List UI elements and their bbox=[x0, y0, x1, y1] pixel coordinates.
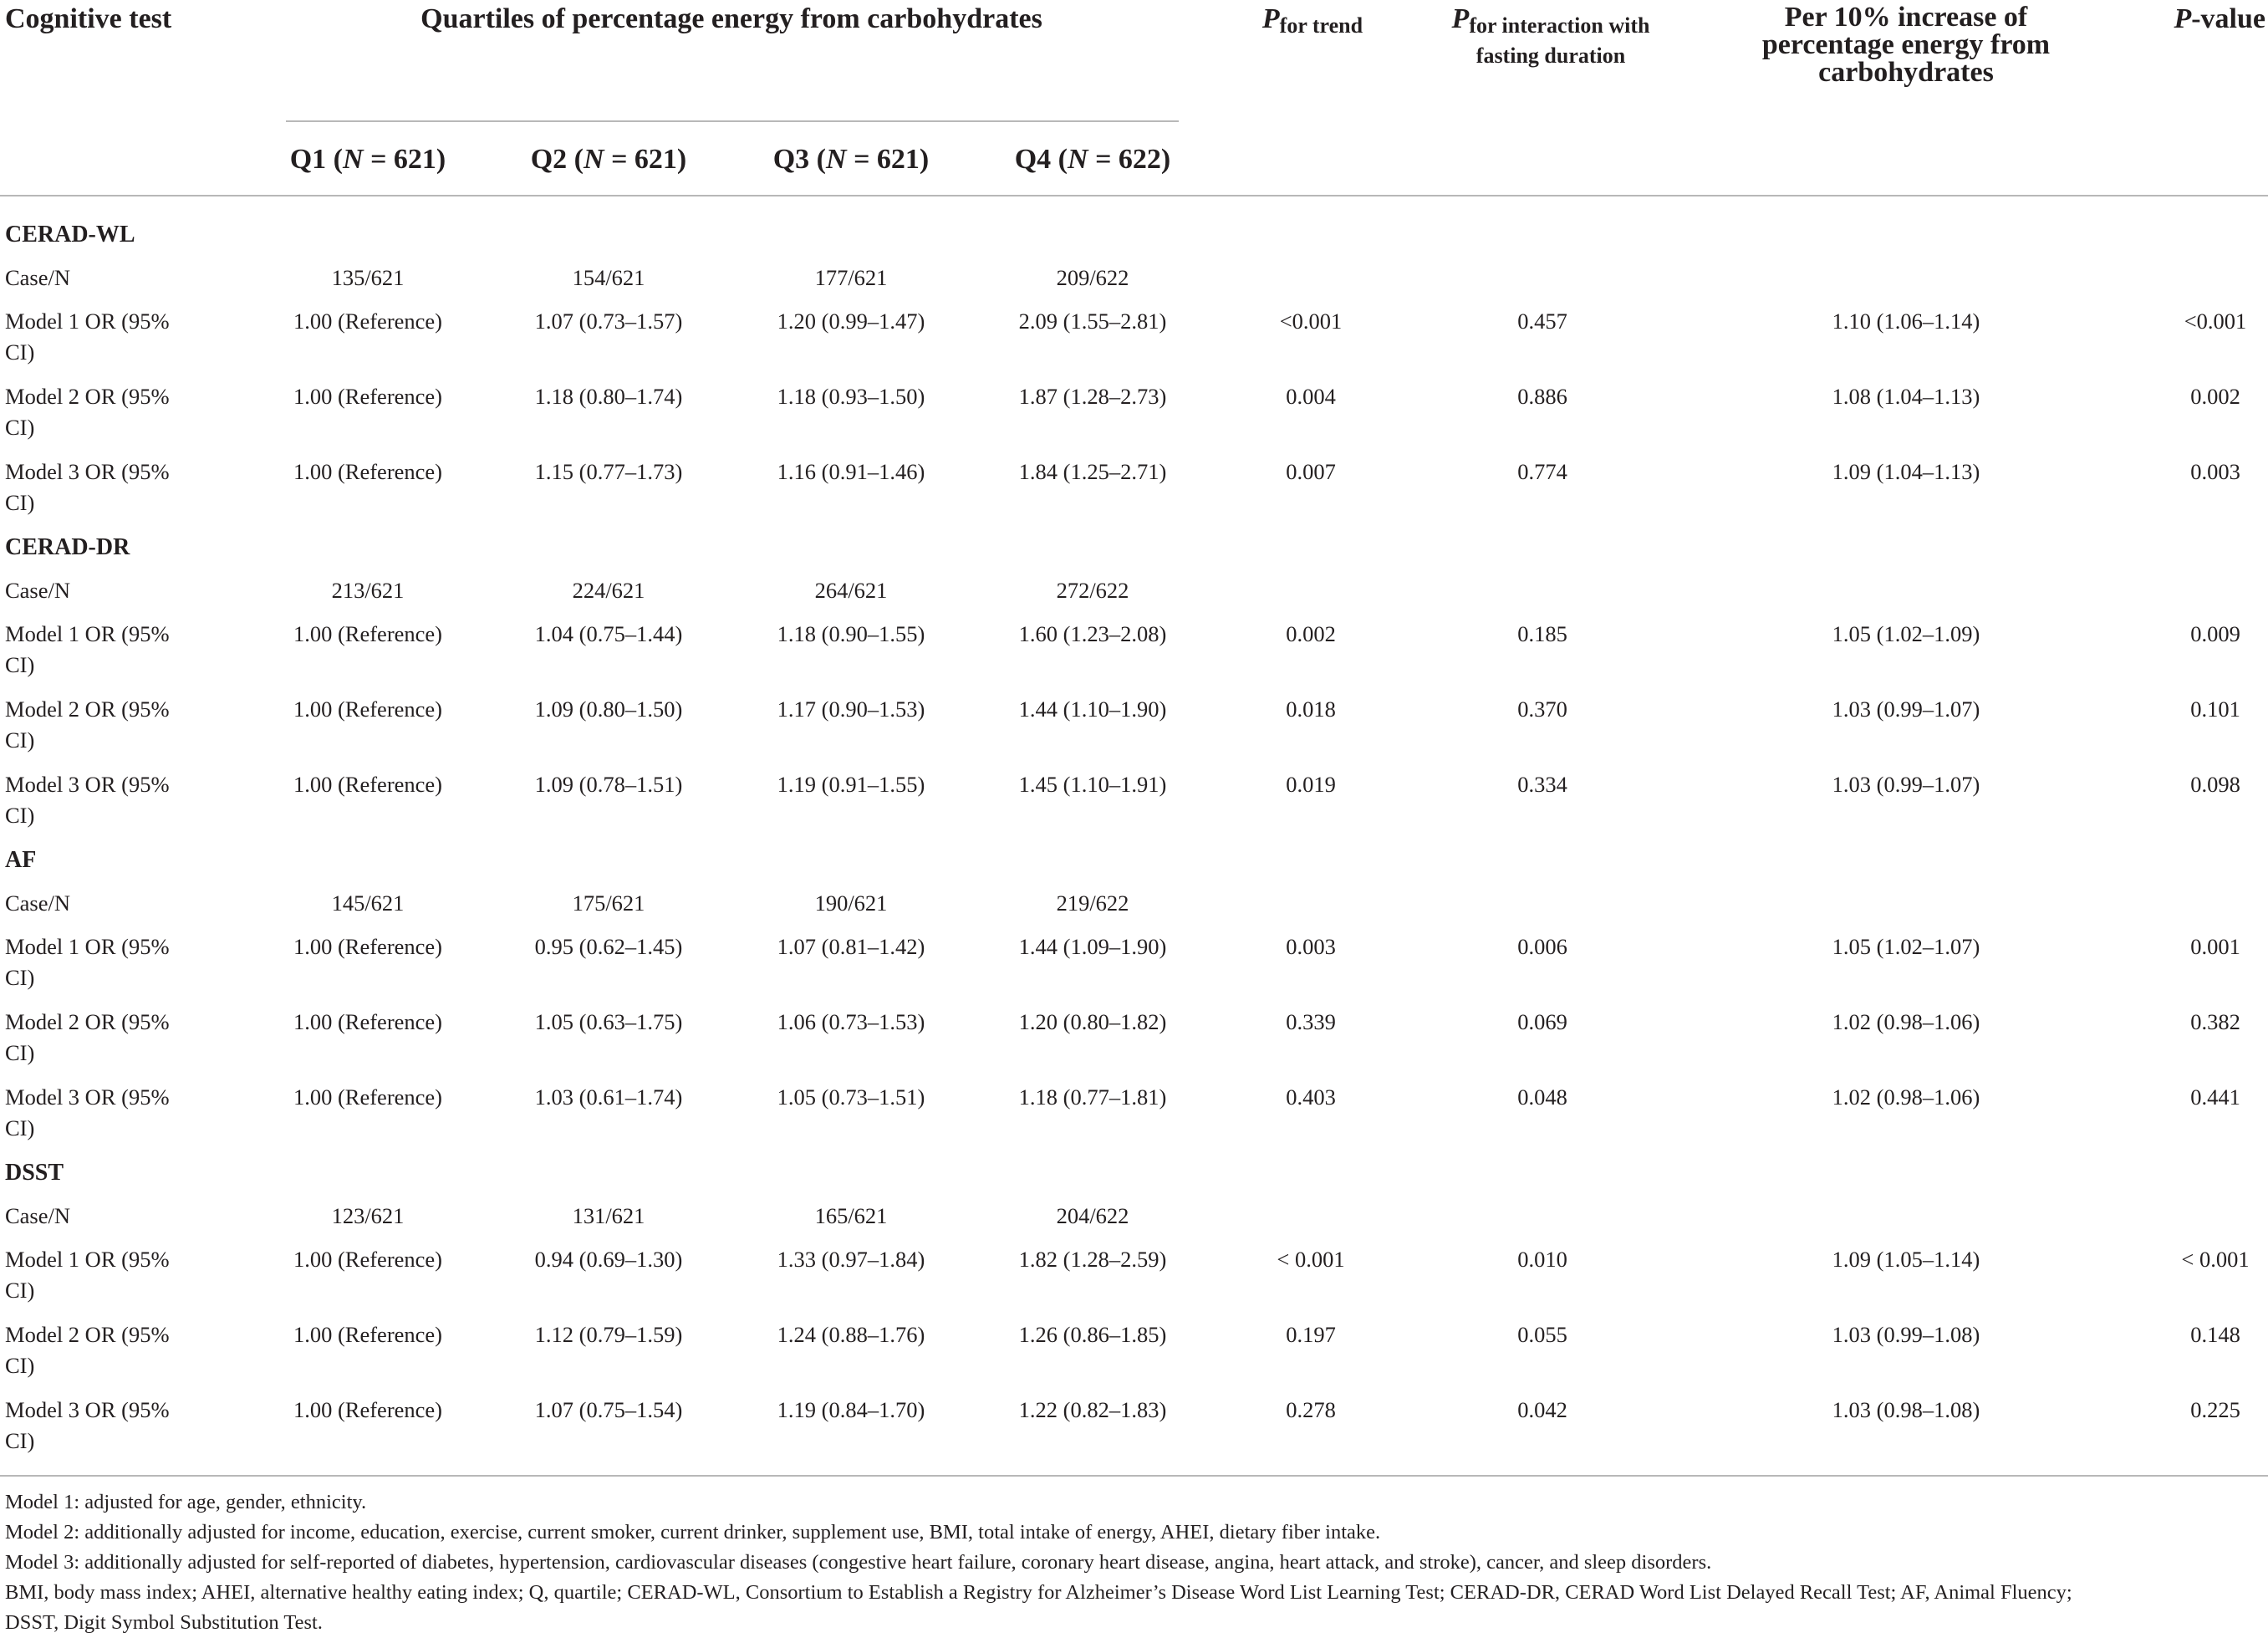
cell-p-trend: < 0.001 bbox=[1277, 1247, 1345, 1272]
cell-q2: 1.04 (0.75–1.44) bbox=[534, 621, 683, 646]
cell-p-interaction: 0.370 bbox=[1517, 696, 1567, 722]
cell-q4: 1.84 (1.25–2.71) bbox=[1018, 459, 1167, 484]
cell-q3: 1.18 (0.93–1.50) bbox=[777, 384, 925, 409]
row-label bbox=[5, 1082, 206, 1144]
cell-q3: 1.16 (0.91–1.46) bbox=[777, 459, 925, 484]
cell-per10: 1.03 (0.99–1.07) bbox=[1832, 772, 1980, 797]
n-symbol: N bbox=[584, 144, 604, 175]
p-interaction-subscript: for interaction with bbox=[1469, 13, 1650, 38]
row-label-line2: CI) bbox=[5, 339, 35, 365]
cell-p-trend: 0.002 bbox=[1286, 621, 1336, 646]
cell-q1: 1.00 (Reference) bbox=[293, 1322, 443, 1347]
row-label-line2: CI) bbox=[5, 1428, 35, 1453]
row-label-line1: Model 2 OR (95% bbox=[5, 384, 170, 409]
row-label-line1: Model 2 OR (95% bbox=[5, 1322, 170, 1347]
header-pvalue bbox=[2165, 3, 2265, 35]
cell-q4: 1.44 (1.10–1.90) bbox=[1018, 696, 1167, 722]
cell-q3: 165/621 bbox=[814, 1203, 888, 1228]
quartile-label: Q2 ( bbox=[530, 144, 584, 175]
cell-q3: 1.33 (0.97–1.84) bbox=[777, 1247, 925, 1272]
cell-per10: 1.05 (1.02–1.07) bbox=[1832, 934, 1980, 959]
row-label bbox=[5, 694, 206, 756]
cell-pvalue: <0.001 bbox=[2184, 309, 2247, 334]
cell-q2: 1.03 (0.61–1.74) bbox=[534, 1084, 683, 1110]
cell-q1: 145/621 bbox=[331, 890, 405, 916]
footnote: BMI, body mass index; AHEI, alternative healthy eating index; Q, quartile; CERAD-WL, Consortium to Establish a Registry for Alzheimer’s Disease Word List Learning Test; CERAD-DR, CERAD Word List Delayed Recall Test; AF, Animal Fluency; bbox=[5, 1581, 2072, 1604]
cell-p-trend: <0.001 bbox=[1279, 309, 1343, 334]
cell-q1: 1.00 (Reference) bbox=[293, 459, 443, 484]
per10-line2: percentage energy from bbox=[1761, 29, 2051, 60]
cell-q4: 2.09 (1.55–2.81) bbox=[1018, 309, 1167, 334]
row-label bbox=[5, 931, 206, 993]
cell-p-interaction: 0.042 bbox=[1517, 1397, 1567, 1422]
cell-p-trend: 0.339 bbox=[1286, 1009, 1336, 1034]
cell-per10: 1.05 (1.02–1.09) bbox=[1832, 621, 1980, 646]
cell-q3: 177/621 bbox=[814, 265, 888, 290]
cell-q4: 1.22 (0.82–1.83) bbox=[1018, 1397, 1167, 1422]
cell-q1: 1.00 (Reference) bbox=[293, 384, 443, 409]
row-label-line1: Model 1 OR (95% bbox=[5, 1247, 170, 1272]
cell-p-trend: 0.278 bbox=[1286, 1397, 1336, 1422]
row-label-line1: Model 3 OR (95% bbox=[5, 1084, 170, 1110]
row-label bbox=[5, 1395, 206, 1457]
cell-pvalue: 0.098 bbox=[2190, 772, 2240, 797]
cell-q3: 1.20 (0.99–1.47) bbox=[777, 309, 925, 334]
cell-pvalue: < 0.001 bbox=[2181, 1247, 2250, 1272]
p-trend-subscript: for trend bbox=[1279, 13, 1363, 38]
footnote: Model 2: additionally adjusted for income, education, exercise, current smoker, current drinker, supplement use, BMI, total intake of energy, AHEI, dietary fiber intake. bbox=[5, 1521, 1381, 1544]
cell-q3: 264/621 bbox=[814, 578, 888, 603]
cell-q1: 1.00 (Reference) bbox=[293, 934, 443, 959]
section-title: DSST bbox=[5, 1160, 64, 1186]
row-label-line2: CI) bbox=[5, 803, 35, 828]
row-label bbox=[5, 1007, 206, 1069]
row-label: Case/N bbox=[5, 265, 71, 290]
cell-p-trend: 0.007 bbox=[1286, 459, 1336, 484]
cell-q2: 1.07 (0.73–1.57) bbox=[534, 309, 683, 334]
section-title: AF bbox=[5, 847, 37, 873]
cell-q2: 1.12 (0.79–1.59) bbox=[534, 1322, 683, 1347]
footnote: Model 1: adjusted for age, gender, ethnicity. bbox=[5, 1491, 367, 1513]
cell-pvalue: 0.101 bbox=[2190, 696, 2240, 722]
row-label-line2: CI) bbox=[5, 415, 35, 440]
cell-q1: 1.00 (Reference) bbox=[293, 1397, 443, 1422]
cell-pvalue: 0.148 bbox=[2190, 1322, 2240, 1347]
cell-p-interaction: 0.006 bbox=[1517, 934, 1567, 959]
cell-p-interaction: 0.457 bbox=[1517, 309, 1567, 334]
per10-line3: carbohydrates bbox=[1818, 57, 1994, 88]
cell-q3: 1.06 (0.73–1.53) bbox=[777, 1009, 925, 1034]
row-label-line1: Model 1 OR (95% bbox=[5, 621, 170, 646]
cell-pvalue: 0.003 bbox=[2190, 459, 2240, 484]
cell-q1: 123/621 bbox=[331, 1203, 405, 1228]
quartiles-underline bbox=[286, 120, 1179, 122]
cell-q4: 1.18 (0.77–1.81) bbox=[1018, 1084, 1167, 1110]
header-p-trend bbox=[1237, 3, 1388, 42]
cell-q3: 1.07 (0.81–1.42) bbox=[777, 934, 925, 959]
header-cognitive-test: Cognitive test bbox=[5, 3, 172, 34]
cell-per10: 1.03 (0.98–1.08) bbox=[1832, 1397, 1980, 1422]
cell-q2: 1.15 (0.77–1.73) bbox=[534, 459, 683, 484]
cell-per10: 1.03 (0.99–1.07) bbox=[1832, 696, 1980, 722]
cell-pvalue: 0.441 bbox=[2190, 1084, 2240, 1110]
row-label-line2: CI) bbox=[5, 1353, 35, 1378]
cell-q4: 1.60 (1.23–2.08) bbox=[1018, 621, 1167, 646]
cell-q2: 0.95 (0.62–1.45) bbox=[534, 934, 683, 959]
per10-line1: Per 10% increase of bbox=[1784, 2, 2028, 33]
row-label bbox=[5, 1244, 206, 1306]
row-label-line1: Model 3 OR (95% bbox=[5, 772, 170, 797]
row-label-line1: Model 3 OR (95% bbox=[5, 1397, 170, 1422]
cell-q1: 1.00 (Reference) bbox=[293, 621, 443, 646]
section-title: CERAD-WL bbox=[5, 222, 135, 247]
row-label-line2: CI) bbox=[5, 1115, 35, 1140]
cell-p-trend: 0.403 bbox=[1286, 1084, 1336, 1110]
row-label-line1: Model 1 OR (95% bbox=[5, 309, 170, 334]
quartile-count: = 622) bbox=[1088, 144, 1171, 175]
cell-q1: 1.00 (Reference) bbox=[293, 309, 443, 334]
cell-p-interaction: 0.010 bbox=[1517, 1247, 1567, 1272]
cell-p-interaction: 0.048 bbox=[1517, 1084, 1567, 1110]
row-label: Case/N bbox=[5, 1203, 71, 1228]
cell-p-trend: 0.019 bbox=[1286, 772, 1336, 797]
cell-per10: 1.02 (0.98–1.06) bbox=[1832, 1009, 1980, 1034]
row-label bbox=[5, 1319, 206, 1381]
cell-q3: 190/621 bbox=[814, 890, 888, 916]
header-quartiles-title: Quartiles of percentage energy from carbohydrates bbox=[420, 3, 1042, 34]
pvalue-rest: -value bbox=[2191, 3, 2265, 34]
footnote: DSST, Digit Symbol Substitution Test. bbox=[5, 1611, 323, 1634]
cell-per10: 1.03 (0.99–1.08) bbox=[1832, 1322, 1980, 1347]
cell-q4: 1.26 (0.86–1.85) bbox=[1018, 1322, 1167, 1347]
cell-q4: 1.45 (1.10–1.91) bbox=[1018, 772, 1167, 797]
row-label: Case/N bbox=[5, 890, 71, 916]
header-per10 bbox=[1722, 3, 2090, 86]
cell-p-interaction: 0.334 bbox=[1517, 772, 1567, 797]
cell-q1: 135/621 bbox=[331, 265, 405, 290]
cell-q4: 1.20 (0.80–1.82) bbox=[1018, 1009, 1167, 1034]
quartile-count: = 621) bbox=[604, 144, 687, 175]
cell-q3: 1.24 (0.88–1.76) bbox=[777, 1322, 925, 1347]
cell-p-trend: 0.197 bbox=[1286, 1322, 1336, 1347]
cell-pvalue: 0.001 bbox=[2190, 934, 2240, 959]
cell-q2: 154/621 bbox=[572, 265, 645, 290]
cell-q2: 1.09 (0.80–1.50) bbox=[534, 696, 683, 722]
cell-q2: 1.07 (0.75–1.54) bbox=[534, 1397, 683, 1422]
cell-q4: 219/622 bbox=[1056, 890, 1129, 916]
cell-q4: 1.82 (1.28–2.59) bbox=[1018, 1247, 1167, 1272]
p-interaction-line2: fasting duration bbox=[1475, 43, 1626, 68]
row-label-line2: CI) bbox=[5, 652, 35, 677]
quartile-header-q4 bbox=[967, 144, 1218, 176]
cell-per10: 1.02 (0.98–1.06) bbox=[1832, 1084, 1980, 1110]
cell-q3: 1.18 (0.90–1.55) bbox=[777, 621, 925, 646]
footnote: Model 3: additionally adjusted for self-reported of diabetes, hypertension, cardiovascular diseases (congestive heart failure, coronary heart disease, angina, heart attack, and stroke), cancer, and sleep disorders. bbox=[5, 1551, 1712, 1574]
quartile-header-q3 bbox=[726, 144, 976, 176]
section-title: CERAD-DR bbox=[5, 534, 130, 560]
cell-p-interaction: 0.886 bbox=[1517, 384, 1567, 409]
row-label-line2: CI) bbox=[5, 1278, 35, 1303]
cell-per10: 1.09 (1.05–1.14) bbox=[1832, 1247, 1980, 1272]
cell-q2: 1.18 (0.80–1.74) bbox=[534, 384, 683, 409]
quartile-label: Q1 ( bbox=[289, 144, 343, 175]
cell-q4: 209/622 bbox=[1056, 265, 1129, 290]
cell-q3: 1.05 (0.73–1.51) bbox=[777, 1084, 925, 1110]
cell-p-trend: 0.003 bbox=[1286, 934, 1336, 959]
cell-q3: 1.17 (0.90–1.53) bbox=[777, 696, 925, 722]
cell-p-interaction: 0.069 bbox=[1517, 1009, 1567, 1034]
row-label-line1: Model 2 OR (95% bbox=[5, 1009, 170, 1034]
row-label: Case/N bbox=[5, 578, 71, 603]
cell-per10: 1.10 (1.06–1.14) bbox=[1832, 309, 1980, 334]
cell-q3: 1.19 (0.84–1.70) bbox=[777, 1397, 925, 1422]
p-interaction-line1 bbox=[1421, 3, 1680, 42]
cell-q4: 272/622 bbox=[1056, 578, 1129, 603]
n-symbol: N bbox=[1068, 144, 1088, 175]
cell-p-trend: 0.004 bbox=[1286, 384, 1336, 409]
cell-q2: 0.94 (0.69–1.30) bbox=[534, 1247, 683, 1272]
row-label-line1: Model 2 OR (95% bbox=[5, 696, 170, 722]
quartile-count: = 621) bbox=[363, 144, 446, 175]
cell-p-interaction: 0.774 bbox=[1517, 459, 1567, 484]
quartile-count: = 621) bbox=[846, 144, 930, 175]
cell-q2: 224/621 bbox=[572, 578, 645, 603]
header-p-interaction bbox=[1421, 3, 1680, 70]
cell-q1: 213/621 bbox=[331, 578, 405, 603]
cell-q2: 1.09 (0.78–1.51) bbox=[534, 772, 683, 797]
n-symbol: N bbox=[826, 144, 847, 175]
p-trend-symbol: P bbox=[1261, 3, 1280, 34]
cell-q2: 1.05 (0.63–1.75) bbox=[534, 1009, 683, 1034]
row-label bbox=[5, 619, 206, 681]
cell-p-trend: 0.018 bbox=[1286, 696, 1336, 722]
cell-pvalue: 0.382 bbox=[2190, 1009, 2240, 1034]
cell-q1: 1.00 (Reference) bbox=[293, 772, 443, 797]
row-label-line2: CI) bbox=[5, 1040, 35, 1065]
cell-q4: 1.44 (1.09–1.90) bbox=[1018, 934, 1167, 959]
cell-q2: 175/621 bbox=[572, 890, 645, 916]
p-interaction-symbol: P bbox=[1451, 3, 1470, 34]
cell-p-interaction: 0.185 bbox=[1517, 621, 1567, 646]
row-label bbox=[5, 769, 206, 831]
row-label-line2: CI) bbox=[5, 727, 35, 753]
quartile-label: Q3 ( bbox=[772, 144, 826, 175]
row-label-line2: CI) bbox=[5, 490, 35, 515]
cell-q1: 1.00 (Reference) bbox=[293, 1084, 443, 1110]
n-symbol: N bbox=[343, 144, 364, 175]
cell-q2: 131/621 bbox=[572, 1203, 645, 1228]
cell-q1: 1.00 (Reference) bbox=[293, 696, 443, 722]
cell-pvalue: 0.009 bbox=[2190, 621, 2240, 646]
row-label-line1: Model 3 OR (95% bbox=[5, 459, 170, 484]
quartile-label: Q4 ( bbox=[1014, 144, 1068, 175]
quartile-header-q1 bbox=[242, 144, 493, 176]
cell-per10: 1.08 (1.04–1.13) bbox=[1832, 384, 1980, 409]
pvalue-symbol: P bbox=[2174, 3, 2192, 34]
cell-q1: 1.00 (Reference) bbox=[293, 1247, 443, 1272]
row-label bbox=[5, 306, 206, 368]
cell-pvalue: 0.002 bbox=[2190, 384, 2240, 409]
quartile-header-q2 bbox=[483, 144, 734, 176]
header-bottom-rule bbox=[0, 195, 2268, 196]
row-label bbox=[5, 457, 206, 518]
cell-q4: 1.87 (1.28–2.73) bbox=[1018, 384, 1167, 409]
cell-q4: 204/622 bbox=[1056, 1203, 1129, 1228]
row-label bbox=[5, 381, 206, 443]
cell-pvalue: 0.225 bbox=[2190, 1397, 2240, 1422]
row-label-line2: CI) bbox=[5, 965, 35, 990]
cell-per10: 1.09 (1.04–1.13) bbox=[1832, 459, 1980, 484]
table-bottom-rule bbox=[0, 1475, 2268, 1477]
cell-q3: 1.19 (0.91–1.55) bbox=[777, 772, 925, 797]
row-label-line1: Model 1 OR (95% bbox=[5, 934, 170, 959]
cell-q1: 1.00 (Reference) bbox=[293, 1009, 443, 1034]
cell-p-interaction: 0.055 bbox=[1517, 1322, 1567, 1347]
